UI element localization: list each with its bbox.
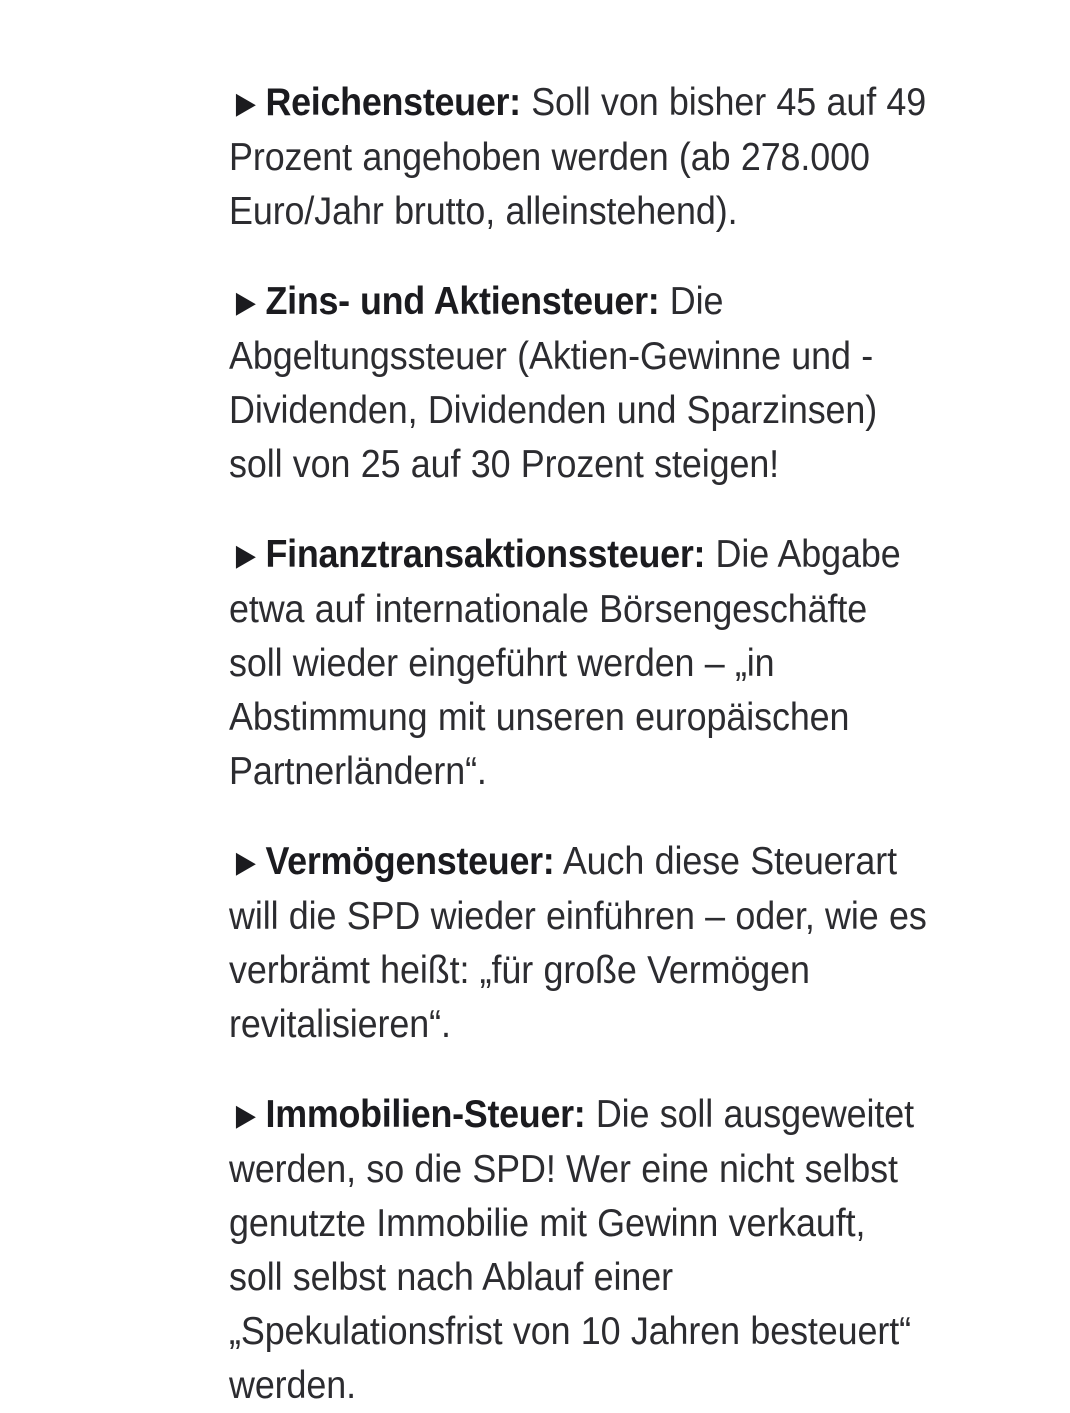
- paragraph-lead-in: Vermögensteuer:: [265, 840, 555, 883]
- triangle-right-bullet-icon: ▶: [235, 539, 256, 572]
- triangle-right-bullet-icon: ▶: [235, 846, 256, 879]
- paragraph-body: Die Abgabe etwa auf internationale Börsengeschäfte soll wieder eingeführt werden – „in Abstimmung mit unseren europäischen Partnerländern“.: [229, 533, 901, 793]
- bullet-paragraph-finanztransaktionssteuer: [229, 528, 929, 799]
- paragraph-lead-in: Reichensteuer:: [265, 81, 521, 124]
- bullet-paragraph-reichensteuer: [229, 76, 929, 239]
- paragraph-body: Auch diese Steuerart will die SPD wieder einführen – oder, wie es verbrämt heißt: „für große Vermögen revitalisieren“.: [229, 840, 927, 1046]
- paragraph-lead-in: Immobilien-Steuer:: [265, 1093, 586, 1136]
- paragraph-body: Die soll ausgeweitet werden, so die SPD! Wer eine nicht selbst genutzte Immobilie mit Gewinn verkauft, soll selbst nach Ablauf einer „Spekulationsfrist von 10 Jahren besteuert“ werden.: [229, 1093, 915, 1407]
- article-body: [229, 76, 929, 1413]
- paragraph-body: Soll von bisher 45 auf 49 Prozent angehoben werden (ab 278.000 Euro/Jahr brutto, alleinstehend).: [229, 81, 927, 233]
- triangle-right-bullet-icon: ▶: [235, 87, 256, 120]
- paragraph-lead-in: Finanztransaktionssteuer:: [265, 533, 706, 576]
- triangle-right-bullet-icon: ▶: [235, 286, 256, 319]
- bullet-paragraph-immobilien-steuer: [229, 1088, 929, 1413]
- paragraph-body: Die Abgeltungssteuer (Aktien-Gewinne und -Dividenden, Dividenden und Sparzinsen) soll von 25 auf 30 Prozent steigen!: [229, 280, 878, 486]
- paragraph-lead-in: Zins- und Aktiensteuer:: [265, 280, 660, 323]
- bullet-paragraph-zins-und-aktiensteuer: [229, 275, 929, 492]
- bullet-paragraph-vermoegensteuer: [229, 835, 929, 1052]
- triangle-right-bullet-icon: ▶: [235, 1099, 256, 1132]
